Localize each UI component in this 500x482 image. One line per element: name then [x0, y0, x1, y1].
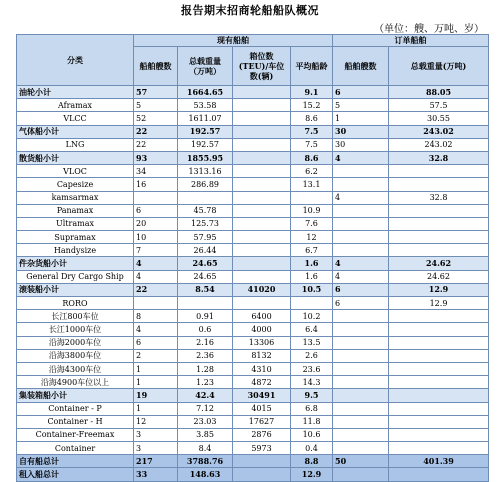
cell-age: 10.5	[291, 283, 333, 296]
cell-order-dwt	[389, 231, 489, 244]
table-row	[17, 297, 489, 310]
cell-order-dwt: 88.05	[389, 86, 489, 99]
cell-order-dwt: 24.62	[389, 257, 489, 270]
cell-order-dwt	[389, 349, 489, 362]
cell-teu	[233, 125, 291, 138]
cell-order-dwt	[389, 389, 489, 402]
header-dwt: 总载重量 （万吨）	[178, 47, 233, 86]
header-ships: 船舶艘数	[134, 47, 178, 86]
table-row	[17, 138, 489, 151]
cell-order-ships	[333, 402, 389, 415]
cell-teu: 4000	[233, 323, 291, 336]
cell-order-ships	[333, 376, 389, 389]
table-row	[17, 442, 489, 455]
cell-dwt: 286.89	[178, 178, 233, 191]
row-label: 沿海2000车位	[17, 336, 134, 349]
cell-order-dwt: 57.5	[389, 99, 489, 112]
cell-teu: 6400	[233, 310, 291, 323]
row-label: 沿海4300车位	[17, 362, 134, 375]
row-label: 滚装船小计	[17, 283, 134, 296]
cell-order-ships	[333, 244, 389, 257]
cell-ships: 2	[134, 349, 178, 362]
header-teu: 箱位数(TEU)/车位数(辆)	[233, 47, 291, 86]
cell-ships: 16	[134, 178, 178, 191]
cell-age: 6.7	[291, 244, 333, 257]
cell-age: 15.2	[291, 99, 333, 112]
cell-order-dwt: 32.8	[389, 151, 489, 164]
cell-dwt: 1611.07	[178, 112, 233, 125]
cell-order-dwt	[389, 323, 489, 336]
cell-ships: 3	[134, 442, 178, 455]
cell-age: 9.5	[291, 389, 333, 402]
cell-order-ships: 4	[333, 191, 389, 204]
row-label: RORO	[17, 297, 134, 310]
cell-age: 6.2	[291, 165, 333, 178]
cell-teu: 13306	[233, 336, 291, 349]
cell-teu	[233, 217, 291, 230]
cell-order-dwt	[389, 376, 489, 389]
cell-age: 1.6	[291, 270, 333, 283]
cell-ships: 6	[134, 204, 178, 217]
cell-order-dwt: 24.62	[389, 270, 489, 283]
cell-order-dwt	[389, 178, 489, 191]
cell-order-ships	[333, 389, 389, 402]
cell-teu: 8132	[233, 349, 291, 362]
table-row	[17, 336, 489, 349]
row-label: Container - H	[17, 415, 134, 428]
cell-order-dwt: 243.02	[389, 125, 489, 138]
subtotal-row	[17, 283, 489, 296]
cell-ships: 4	[134, 270, 178, 283]
cell-age	[291, 297, 333, 310]
row-label: 件杂货船小计	[17, 257, 134, 270]
cell-dwt: 8.54	[178, 283, 233, 296]
cell-age: 8.6	[291, 112, 333, 125]
cell-order-ships: 4	[333, 270, 389, 283]
cell-teu: 17627	[233, 415, 291, 428]
row-label: General Dry Cargo Ship	[17, 270, 134, 283]
row-label: Ultramax	[17, 217, 134, 230]
header-order-dwt: 总载重量(万吨)	[389, 47, 489, 86]
cell-ships: 1	[134, 376, 178, 389]
cell-age: 2.6	[291, 349, 333, 362]
cell-ships: 22	[134, 283, 178, 296]
header-existing-group: 现有船舶	[134, 35, 333, 47]
cell-dwt: 42.4	[178, 389, 233, 402]
cell-dwt: 45.78	[178, 204, 233, 217]
cell-order-dwt	[389, 217, 489, 230]
cell-ships: 4	[134, 257, 178, 270]
row-label: 租入船总计	[17, 468, 134, 481]
cell-teu	[233, 231, 291, 244]
table-row	[17, 99, 489, 112]
cell-teu	[233, 257, 291, 270]
cell-dwt: 23.03	[178, 415, 233, 428]
cell-age: 8.6	[291, 151, 333, 164]
cell-dwt: 0.91	[178, 310, 233, 323]
cell-dwt	[178, 297, 233, 310]
row-label: 气体船小计	[17, 125, 134, 138]
cell-age: 13.5	[291, 336, 333, 349]
header-order-group: 订单船舶	[333, 35, 489, 47]
row-label: 沿海4900车位以上	[17, 376, 134, 389]
row-label: 沿海3800车位	[17, 349, 134, 362]
cell-order-ships	[333, 442, 389, 455]
cell-teu: 4872	[233, 376, 291, 389]
cell-dwt: 8.4	[178, 442, 233, 455]
cell-dwt: 57.95	[178, 231, 233, 244]
cell-order-ships	[333, 217, 389, 230]
cell-order-dwt	[389, 204, 489, 217]
cell-teu	[233, 165, 291, 178]
header-row-groups	[17, 35, 489, 47]
cell-age: 7.6	[291, 217, 333, 230]
cell-ships: 4	[134, 323, 178, 336]
units-note: （单位：艘、万吨、岁）	[374, 24, 484, 35]
row-label: VLOC	[17, 165, 134, 178]
row-label: 散货船小计	[17, 151, 134, 164]
cell-order-ships: 6	[333, 297, 389, 310]
cell-order-ships: 4	[333, 151, 389, 164]
cell-teu	[233, 270, 291, 283]
cell-age: 0.4	[291, 442, 333, 455]
cell-dwt: 53.58	[178, 99, 233, 112]
cell-teu	[233, 86, 291, 99]
cell-ships: 52	[134, 112, 178, 125]
cell-order-dwt	[389, 442, 489, 455]
cell-order-ships: 6	[333, 86, 389, 99]
cell-order-dwt: 12.9	[389, 297, 489, 310]
cell-dwt: 1855.95	[178, 151, 233, 164]
cell-dwt: 24.65	[178, 270, 233, 283]
cell-teu	[233, 151, 291, 164]
total-row	[17, 468, 489, 481]
cell-ships	[134, 191, 178, 204]
cell-dwt: 2.16	[178, 336, 233, 349]
cell-ships: 1	[134, 362, 178, 375]
cell-order-ships	[333, 165, 389, 178]
cell-teu	[233, 244, 291, 257]
cell-teu	[233, 297, 291, 310]
cell-ships: 1	[134, 402, 178, 415]
cell-order-dwt: 12.9	[389, 283, 489, 296]
cell-order-dwt	[389, 336, 489, 349]
cell-teu: 41020	[233, 283, 291, 296]
cell-teu: 5973	[233, 442, 291, 455]
cell-age: 7.5	[291, 125, 333, 138]
cell-order-dwt	[389, 244, 489, 257]
row-label: Aframax	[17, 99, 134, 112]
fleet-table	[16, 34, 489, 482]
table-row	[17, 362, 489, 375]
cell-age: 14.3	[291, 376, 333, 389]
cell-order-ships: 30	[333, 138, 389, 151]
cell-age: 13.1	[291, 178, 333, 191]
cell-order-ships	[333, 310, 389, 323]
cell-dwt: 1313.16	[178, 165, 233, 178]
table-row	[17, 244, 489, 257]
cell-dwt: 24.65	[178, 257, 233, 270]
subtotal-row	[17, 86, 489, 99]
cell-teu	[233, 468, 291, 481]
row-label: Container-Freemax	[17, 428, 134, 441]
cell-age: 10.2	[291, 310, 333, 323]
row-label: 油轮小计	[17, 86, 134, 99]
cell-age: 9.1	[291, 86, 333, 99]
cell-order-dwt: 30.55	[389, 112, 489, 125]
cell-teu	[233, 204, 291, 217]
cell-order-ships: 30	[333, 125, 389, 138]
cell-order-ships: 6	[333, 283, 389, 296]
table-row	[17, 165, 489, 178]
row-label: 长江800车位	[17, 310, 134, 323]
cell-order-ships	[333, 349, 389, 362]
table-row	[17, 191, 489, 204]
cell-order-ships	[333, 336, 389, 349]
cell-ships: 93	[134, 151, 178, 164]
cell-age: 23.6	[291, 362, 333, 375]
cell-teu: 2876	[233, 428, 291, 441]
table-row	[17, 402, 489, 415]
row-label: kamsarmax	[17, 191, 134, 204]
row-label: 集装箱船小计	[17, 389, 134, 402]
cell-order-ships	[333, 178, 389, 191]
row-label: 长江1000车位	[17, 323, 134, 336]
table-row	[17, 415, 489, 428]
cell-ships: 34	[134, 165, 178, 178]
cell-dwt: 1664.65	[178, 86, 233, 99]
cell-age: 12	[291, 231, 333, 244]
cell-ships: 22	[134, 138, 178, 151]
cell-teu	[233, 191, 291, 204]
cell-ships: 8	[134, 310, 178, 323]
cell-age: 1.6	[291, 257, 333, 270]
cell-ships: 10	[134, 231, 178, 244]
table-row	[17, 270, 489, 283]
header-avg-age: 平均船龄	[291, 47, 333, 86]
row-label: Supramax	[17, 231, 134, 244]
fleet-table-body	[17, 86, 489, 482]
cell-dwt: 3788.76	[178, 455, 233, 468]
cell-teu: 4015	[233, 402, 291, 415]
cell-order-ships	[333, 415, 389, 428]
cell-age: 6.4	[291, 323, 333, 336]
table-row	[17, 231, 489, 244]
cell-dwt: 192.57	[178, 138, 233, 151]
cell-dwt: 7.12	[178, 402, 233, 415]
cell-dwt: 125.73	[178, 217, 233, 230]
cell-order-dwt	[389, 428, 489, 441]
row-label: Container - P	[17, 402, 134, 415]
cell-age	[291, 191, 333, 204]
cell-dwt: 148.63	[178, 468, 233, 481]
cell-ships: 6	[134, 336, 178, 349]
cell-teu: 4310	[233, 362, 291, 375]
cell-order-dwt: 32.8	[389, 191, 489, 204]
cell-order-dwt: 243.02	[389, 138, 489, 151]
cell-dwt: 2.36	[178, 349, 233, 362]
cell-order-dwt	[389, 310, 489, 323]
cell-dwt: 26.44	[178, 244, 233, 257]
subtotal-row	[17, 151, 489, 164]
cell-dwt: 1.28	[178, 362, 233, 375]
cell-dwt: 0.6	[178, 323, 233, 336]
header-category: 分类	[17, 35, 134, 86]
cell-age: 12.9	[291, 468, 333, 481]
cell-dwt: 3.85	[178, 428, 233, 441]
table-row	[17, 349, 489, 362]
subtotal-row	[17, 257, 489, 270]
cell-order-dwt	[389, 362, 489, 375]
cell-order-ships: 4	[333, 257, 389, 270]
row-label: Handysize	[17, 244, 134, 257]
table-row	[17, 204, 489, 217]
cell-order-ships	[333, 468, 389, 481]
cell-teu	[233, 99, 291, 112]
cell-order-ships: 50	[333, 455, 389, 468]
cell-dwt: 1.23	[178, 376, 233, 389]
table-row	[17, 112, 489, 125]
cell-order-dwt: 401.39	[389, 455, 489, 468]
cell-order-dwt	[389, 402, 489, 415]
cell-order-ships	[333, 323, 389, 336]
cell-age: 8.8	[291, 455, 333, 468]
row-label: LNG	[17, 138, 134, 151]
cell-order-ships	[333, 231, 389, 244]
cell-ships: 33	[134, 468, 178, 481]
cell-ships: 12	[134, 415, 178, 428]
row-label: 自有船总计	[17, 455, 134, 468]
cell-ships: 7	[134, 244, 178, 257]
cell-age: 10.9	[291, 204, 333, 217]
cell-ships: 217	[134, 455, 178, 468]
subtotal-row	[17, 125, 489, 138]
row-label: Capesize	[17, 178, 134, 191]
cell-ships: 5	[134, 99, 178, 112]
cell-age: 6.8	[291, 402, 333, 415]
cell-order-dwt	[389, 415, 489, 428]
total-row	[17, 455, 489, 468]
row-label: VLCC	[17, 112, 134, 125]
table-row	[17, 428, 489, 441]
table-row	[17, 217, 489, 230]
cell-order-ships: 5	[333, 99, 389, 112]
cell-order-ships: 1	[333, 112, 389, 125]
cell-ships	[134, 297, 178, 310]
cell-ships: 57	[134, 86, 178, 99]
cell-order-ships	[333, 204, 389, 217]
cell-age: 7.5	[291, 138, 333, 151]
cell-age: 10.6	[291, 428, 333, 441]
table-row	[17, 376, 489, 389]
row-label: Panamax	[17, 204, 134, 217]
cell-dwt: 192.57	[178, 125, 233, 138]
cell-teu: 30491	[233, 389, 291, 402]
cell-ships: 19	[134, 389, 178, 402]
cell-teu	[233, 178, 291, 191]
page-title: 报告期末招商轮船船队概况	[181, 4, 319, 17]
subtotal-row	[17, 389, 489, 402]
cell-ships: 20	[134, 217, 178, 230]
cell-order-dwt	[389, 468, 489, 481]
table-row	[17, 310, 489, 323]
header-order-ships: 船舶艘数	[333, 47, 389, 86]
row-label: Container	[17, 442, 134, 455]
cell-teu	[233, 112, 291, 125]
cell-teu	[233, 455, 291, 468]
cell-ships: 22	[134, 125, 178, 138]
cell-ships: 3	[134, 428, 178, 441]
cell-order-ships	[333, 362, 389, 375]
cell-age: 11.8	[291, 415, 333, 428]
table-row	[17, 323, 489, 336]
table-row	[17, 178, 489, 191]
cell-order-dwt	[389, 165, 489, 178]
cell-teu	[233, 138, 291, 151]
cell-dwt	[178, 191, 233, 204]
cell-order-ships	[333, 428, 389, 441]
